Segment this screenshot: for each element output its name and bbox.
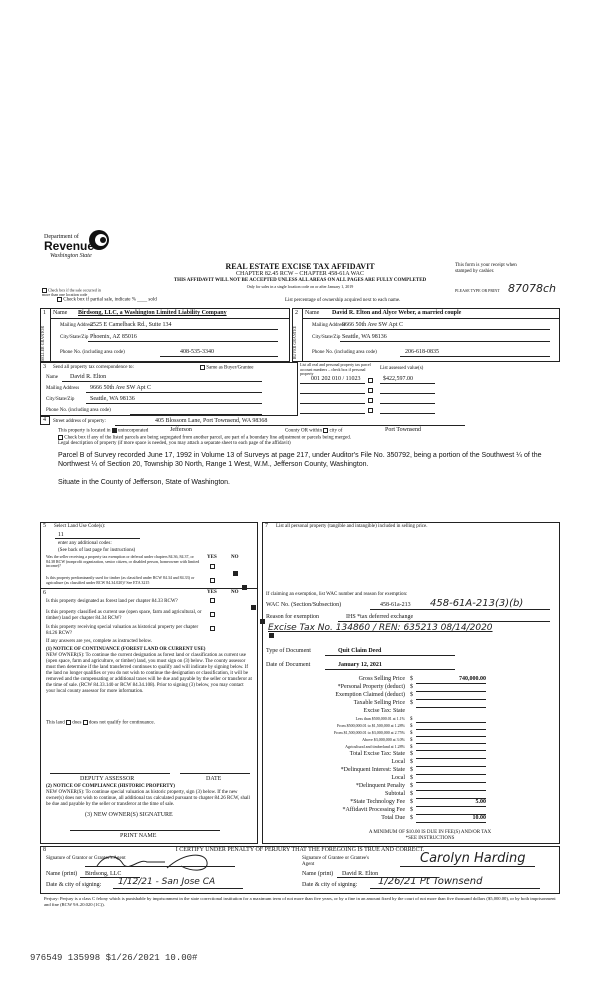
brackets-label: Less than $500,000.01 at 1.1% [355, 716, 405, 721]
same-as-buyer: Same as Buyer/Grantee [200, 365, 253, 372]
personal-property-label: List all personal property (tangible and intangible) included in selling price. [276, 524, 428, 529]
rows-row [262, 700, 560, 708]
unincorporated-checkbox[interactable] [112, 428, 117, 433]
brackets-label: From $1,500,000.01 to $3,000,000 at 2.75% [334, 730, 405, 735]
forest-q1-yes[interactable] [210, 598, 215, 603]
rows-label: Excise Tax: State [363, 708, 405, 714]
brackets-symbol: $ [410, 717, 413, 722]
buyer-name-label: Name [305, 310, 320, 316]
corr-address: 9666 50th Ave SW Apt C [90, 385, 151, 391]
brackets-row [262, 716, 560, 723]
land-use-q1: Was the seller receiving a property tax exemption or deferral under chapters 84.36, 84.37, or 84.38 RCW (nonprofit organization, senior citizen, or disabled person, homeowner with limited income)? [46, 554, 200, 568]
grantee-name: David R. Elton [342, 871, 379, 877]
personal-property-number: 7 [265, 523, 268, 529]
yes-header-2: YES [207, 590, 217, 595]
land-use-q1-yes[interactable] [210, 564, 215, 569]
brackets-row [262, 730, 560, 737]
seller-phone-label: Phone No. (including area code) [60, 350, 125, 355]
rows2-symbol: $ [410, 767, 413, 773]
county-value: Jefferson [170, 427, 192, 433]
rows2-label: Local [391, 759, 405, 765]
forest-q2: Is this property classified as current use (open space, farm and agricultural, or timber) land per chapter 84.34 RCW? [46, 610, 202, 621]
brackets-row [262, 737, 560, 744]
rows-value: 740,000.00 [459, 676, 486, 682]
brackets-symbol: $ [410, 745, 413, 750]
form-chapter: CHAPTER 82.45 RCW – CHAPTER 458-61A WAC [236, 271, 364, 277]
revenue-label: Revenue [44, 239, 95, 253]
notice2-body: NEW OWNER(S): To continue special valuation as historic property, sign (3) below. If the new owner(s) does not wish to continue, all additional tax calculated pursuant to chapter 84.26 RCW, shall be due and payable by the seller or transferor at the time of sale. [46, 790, 250, 807]
seller-name-label: Name [53, 310, 68, 316]
rows2-symbol: $ [410, 783, 413, 789]
cert-header: I CERTIFY UNDER PENALTY OF PERJURY THAT THE FOREGOING IS TRUE AND CORRECT. [175, 847, 425, 853]
corr-city-label: City/State/Zip [46, 397, 75, 402]
rows2-label: Local [391, 775, 405, 781]
no-header: NO [231, 555, 239, 560]
notice1-body: NEW OWNER(S): To continue the current designation as forest land or classification as current use (open space, farm and agriculture, or timber) land, you must sign on (3) below. The county assessor must then determine if the land transferred continues to qualify and will indicate by signing below. If the land no longer qualifies or you do not wish to continue the designation or classification, it will be removed and the compensating or additional taxes will be due and payable by the seller or transferor at the time of sale. (RCW 84.33.140 or RCW 84.34.108). Prior to signing (3) below, you may contact your local county assessor for more information. [46, 653, 252, 694]
receipt-note: This form is your receipt when stamped by cashier. [455, 263, 517, 274]
correspondence-label: Send all property tax correspondence to: [53, 365, 134, 370]
deputy-date-label: DATE [206, 776, 222, 782]
rows2-label: *Delinquent Interest: State [340, 767, 405, 773]
buyer-city-label: City/State/Zip [312, 335, 341, 340]
rows2-symbol: $ [410, 751, 413, 757]
correspondence-number: 3 [43, 364, 46, 370]
partial-sale-check: Check box if partial sale, indicate % ____ sold [57, 297, 157, 304]
legal-label: Legal description of property (if more space is needed, you may attach a separate sheet to each page of the affidavit) [58, 441, 291, 446]
rows2-label: *State Technology Fee [350, 799, 405, 805]
seller-side-label: SELLER GRANTOR [40, 326, 45, 361]
parcel-personal-checkbox[interactable] [368, 378, 373, 383]
forest-number: 6 [43, 590, 46, 596]
department-label: Department of [44, 234, 79, 240]
rows-label: Gross Selling Price [358, 676, 405, 682]
brackets-label: From $500,000.01 to $1,500,000 at 1.28% [337, 723, 405, 728]
assessed-header: List assessed value(s) [380, 366, 424, 371]
rows-row [262, 708, 560, 716]
land-use-code: 11 [58, 532, 64, 538]
legal-description: Parcel B of Survey recorded June 17, 1992 in Volume 13 of Surveys at page 217, under Auditor's File No. 350792, being a portion of the Southwest ¼ of the Northwest ¼ of Section 20, Township 30 North, Range 1 West, W.M., Jefferson County, Washington. [58, 452, 542, 468]
buyer-phone: 206-618-0835 [405, 349, 439, 355]
rows2-value: 10.00 [472, 815, 486, 821]
rows2-symbol: $ [410, 759, 413, 765]
recording-stamp: 976549 135998 $1/26/2021 10.00# [30, 953, 198, 963]
rows2-symbol: $ [410, 807, 413, 813]
deputy-assessor-label: DEPUTY ASSESSOR [80, 776, 135, 782]
rows2-row [262, 791, 560, 799]
revenue-logo [44, 229, 114, 263]
no-header-2: NO [231, 590, 239, 595]
buyer-name: David R. Elton and Alyce Weber, a married couple [332, 310, 462, 316]
rows2-row [262, 783, 560, 791]
county-label: County OR within city of [285, 428, 343, 434]
form-warning: THIS AFFIDAVIT WILL NOT BE ACCEPTED UNLESS ALL AREAS ON ALL PAGES ARE FULLY COMPLETED [173, 278, 427, 283]
wac-label: WAC No. (Section/Subsection) [266, 602, 342, 608]
ownership-note: List percentage of ownership acquired next to each name. [285, 298, 401, 303]
partial-sale-checkbox[interactable] [57, 297, 62, 302]
doc-date-label: Date of Document [266, 662, 311, 668]
corr-phone-label: Phone No. (including area code) [46, 408, 111, 413]
rows2-label: Subtotal [384, 791, 405, 797]
seller-name: Birdsong, LLC, a Washington Limited Liability Company [78, 310, 227, 316]
rows2-row [262, 807, 560, 815]
city-value: Port Townsend [385, 427, 421, 433]
land-use-see-back: (See back of last page for instructions) [58, 548, 136, 553]
brackets-label: Above $3,000,000 at 3.0% [362, 737, 405, 742]
land-qualify-row: This land does does not qualify for continuance. [46, 720, 155, 726]
located-row: This property is located in unincorporated [58, 428, 149, 434]
same-as-buyer-checkbox[interactable] [200, 365, 205, 370]
handwritten-number: 87078ch [508, 282, 557, 295]
rows-row [262, 676, 560, 684]
seller-number: 1 [43, 310, 46, 316]
rows-symbol: $ [410, 692, 413, 698]
rows2-label: *Delinquent Penalty [355, 783, 405, 789]
state-label: Washington State [50, 253, 92, 259]
land-use-number: 5 [43, 523, 46, 529]
brackets-label: Agricultural and timberland at 1.28% [345, 744, 405, 749]
parcel-personal-checkbox-2[interactable] [368, 388, 373, 393]
exemption-reason-label: Reason for exemption [266, 614, 319, 620]
rows-row [262, 684, 560, 692]
rows2-row [262, 759, 560, 767]
rows-label: *Personal Property (deduct) [337, 684, 405, 690]
buyer-address-label: Mailing Address [312, 323, 346, 328]
brackets-symbol: $ [410, 731, 413, 736]
brackets-symbol: $ [410, 724, 413, 729]
grantor-date: 1/12/21 - San Jose CA [118, 877, 216, 887]
new-owner-sig-label: (3) NEW OWNER(S) SIGNATURE [85, 812, 173, 818]
rows2-row [262, 799, 560, 807]
wac-value: 458-61a-213 [380, 602, 411, 608]
rows2-row [262, 767, 560, 775]
grantor-sig-label: Signature of Grantor or Grantor's Agent [46, 856, 126, 861]
parcel-value: $422,597.00 [383, 376, 413, 382]
seller-phone: 408-535-3340 [180, 349, 214, 355]
rows2-row [262, 815, 560, 823]
rows-symbol: $ [410, 684, 413, 690]
notice1-title: (1) NOTICE OF CONTINUANCE (FOREST LAND OR CURRENT USE) [46, 647, 206, 652]
see-instructions: *SEE INSTRUCTIONS [405, 836, 455, 841]
grantee-date: 1/26/21 Pt Townsend [378, 876, 483, 887]
seller-city: Phoenix, AZ 85016 [90, 334, 137, 340]
doc-type: Quit Claim Deed [338, 648, 382, 654]
parcel-number: 001 202 010 / 11023 [311, 376, 361, 382]
grantee-date-label: Date & city of signing: [302, 882, 358, 888]
grantor-name: Birdsong, LLC [85, 871, 122, 877]
brackets-row [262, 723, 560, 730]
buyer-city: Seattle, WA 98136 [342, 334, 387, 340]
notice2-title: (2) NOTICE OF COMPLIANCE (HISTORIC PROPERTY) [46, 784, 175, 789]
grantor-date-label: Date & city of signing: [46, 882, 102, 888]
rows2-row [262, 775, 560, 783]
street-value: 405 Blossom Lane, Port Townsend, WA 98368 [155, 418, 268, 424]
minimum-note: A MINIMUM OF $10.00 IS DUE IN FEE(S) AND/OR TAX [368, 830, 492, 835]
buyer-phone-label: Phone No. (including area code) [312, 350, 377, 355]
wac-handwritten: 458-61A-213(3)(b) [430, 598, 524, 609]
corr-name-label: Name [46, 375, 58, 380]
parcel-header: List all real and personal property tax parcel account numbers – check box if personal property [300, 362, 371, 376]
rows-label: Exemption Claimed (deduct) [335, 692, 405, 698]
form-title: REAL ESTATE EXCISE TAX AFFIDAVIT [225, 262, 375, 271]
buyer-side-label: BUYER GRANTEE [292, 326, 297, 360]
seller-city-label: City/State/Zip [60, 335, 89, 340]
city-of-checkbox[interactable] [323, 428, 328, 433]
land-does-checkbox[interactable] [66, 720, 71, 725]
rows2-symbol: $ [410, 775, 413, 781]
yes-header: YES [207, 555, 217, 560]
rows2-value: 5.00 [475, 799, 486, 805]
corr-city: Seattle, WA 98136 [90, 396, 135, 402]
parcel-personal-checkbox-3[interactable] [368, 398, 373, 403]
rows-label: Taxable Selling Price [353, 700, 405, 706]
print-name-label: PRINT NAME [120, 833, 157, 839]
forest-q2-yes[interactable] [210, 612, 215, 617]
street-label: Street address of property: [53, 419, 106, 424]
land-use-q2: Is this property predominantly used for timber (as classified under RCW 84.34 and 84.33) or agriculture (as classified under RCW 84.34.020)? See ETA 3215 [46, 575, 195, 585]
forest-q1-no[interactable] [251, 605, 256, 610]
grantee-sig-label: Signature of Grantee or Grantee's Agent [302, 856, 369, 867]
parcel-personal-checkbox-4[interactable] [368, 408, 373, 413]
rows2-label: Total Excise Tax: State [349, 751, 405, 757]
rows-symbol: $ [410, 700, 413, 706]
land-use-additional: enter any additional codes: [58, 541, 112, 546]
rows-symbol: $ [410, 676, 413, 682]
grantor-name-label: Name (print) [46, 871, 78, 877]
seller-address-label: Mailing Address [60, 323, 94, 328]
seller-address: 2525 E Camelback Rd., Suite 134 [90, 322, 172, 328]
corr-name: David R. Elton [70, 374, 107, 380]
rows-row [262, 692, 560, 700]
doc-type-label: Type of Document [266, 648, 311, 654]
doc-date: January 12, 2021 [338, 662, 382, 668]
multi-location-check: Check box if the sale occurred in more than one location code [42, 287, 101, 297]
segregated-checkbox[interactable] [58, 435, 63, 440]
legal-situate: Situate in the County of Jefferson, State of Washington. [58, 479, 230, 486]
exemption-label: If claiming an exemption, list WAC number and reason for exemption: [266, 592, 408, 597]
rows2-label: *Affidavit Processing Fee [342, 807, 405, 813]
tax-calc-table [262, 676, 560, 844]
buyer-address: 9666 50th Ave SW Apt C [342, 322, 403, 328]
exemption-reason: IHS *tax deferred exchange [346, 614, 414, 620]
rows2-symbol: $ [410, 799, 413, 805]
land-does-not-checkbox[interactable] [83, 720, 88, 725]
rows2-row [262, 751, 560, 759]
excise-handwritten: Excise Tax No. 134860 / REN: 635213 08/14/2020 [268, 623, 493, 633]
forest-q1: Is this property designated as forest land per chapter 84.33 RCW? [46, 599, 178, 604]
form-only-for: Only for sales in a single location code on or after January 1, 2019 [246, 284, 354, 289]
grantee-signature: Carolyn Harding [420, 851, 526, 866]
brackets-row [262, 744, 560, 751]
corr-address-label: Mailing Address [46, 386, 80, 391]
cert-number: 8 [43, 847, 46, 853]
forest-if-yes: If any answers are yes, complete as instructed below. [46, 639, 153, 644]
forest-q3-yes[interactable] [210, 626, 215, 631]
land-use-q1-no[interactable] [233, 571, 238, 576]
buyer-number: 2 [295, 310, 298, 316]
perjury-note: Perjury: Perjury is a class C felony which is punishable by imprisonment in the state correctional institution for a maximum term of not more than five years, or by a fine in an amount fixed by the court of not more than five thousand dollars ($5,000.00), or by both imprisonment and fine (RCW 9A.20.020 (1C)). [44, 896, 556, 907]
rows2-symbol: $ [410, 791, 413, 797]
street-number: 4 [43, 417, 46, 423]
brackets-symbol: $ [410, 738, 413, 743]
rows2-label: Total Due [381, 815, 405, 821]
rows2-symbol: $ [410, 815, 413, 821]
segregated-row: Check box if any of the listed parcels are being segregated from another parcel, are part of a boundary line adjustment or parcels being merged. [58, 435, 478, 442]
land-use-q2-yes[interactable] [210, 578, 215, 583]
forest-q3: Is this property receiving special valuation as historical property per chapter 84.26 RCW? [46, 625, 199, 636]
grantee-name-label: Name (print) [302, 871, 334, 877]
print-note: PLEASE TYPE OR PRINT [455, 288, 500, 293]
land-use-label: Select Land Use Code(s): [54, 524, 106, 529]
